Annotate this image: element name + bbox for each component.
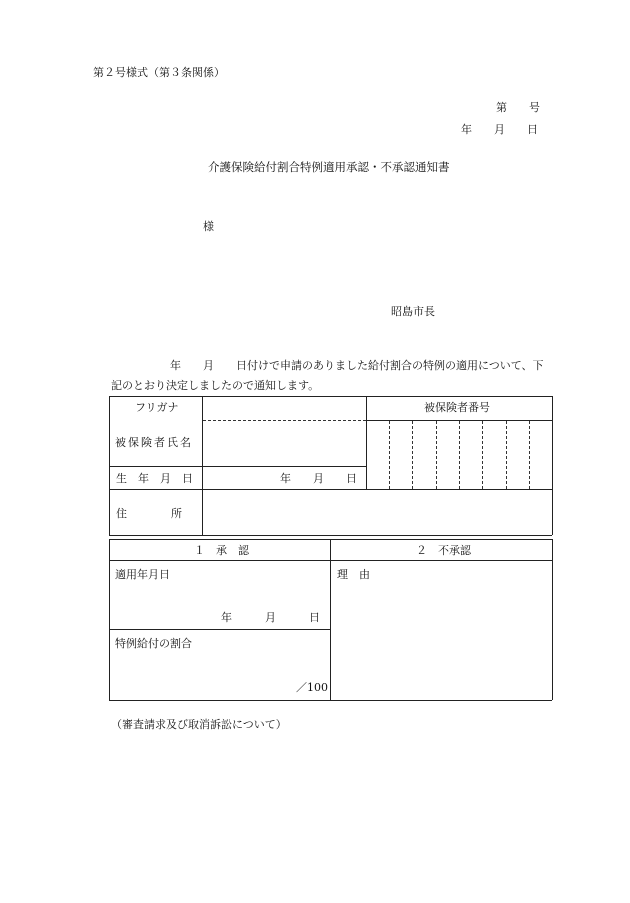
reason-label: 理 由	[337, 568, 370, 581]
insured-name-label: 被保険者氏名	[115, 436, 193, 449]
reject-header: ２ 不承認	[416, 544, 471, 557]
document-number: 第 号	[496, 101, 540, 114]
address-label: 住 所	[116, 507, 182, 520]
ratio-value: ／100	[296, 681, 328, 694]
approve-header: １ 承 認	[194, 544, 249, 557]
birthdate-value: 年 月 日	[280, 472, 357, 485]
insured-number-label: 被保険者番号	[424, 401, 490, 414]
apply-date-label: 適用年月日	[115, 568, 170, 581]
furigana-label: フリガナ	[135, 401, 179, 414]
recipient-suffix: 様	[203, 220, 214, 233]
issuer-name: 昭島市長	[391, 305, 435, 318]
body-line-2: 記のとおり決定しましたので通知します。	[111, 379, 320, 392]
document-title: 介護保険給付割合特例適用承認・不承認通知書	[208, 160, 450, 174]
appeal-note: （審査請求及び取消訴訟について）	[111, 718, 287, 731]
form-number-label: 第２号様式（第３条関係）	[93, 66, 225, 79]
body-line-1: 年 月 日付けで申請のありました給付割合の特例の適用について、下	[170, 359, 544, 372]
issue-date: 年 月 日	[461, 123, 538, 136]
birthdate-label: 生 年 月 日	[116, 472, 193, 485]
ratio-label: 特例給付の割合	[115, 637, 192, 650]
apply-date-value: 年 月 日	[221, 611, 320, 624]
